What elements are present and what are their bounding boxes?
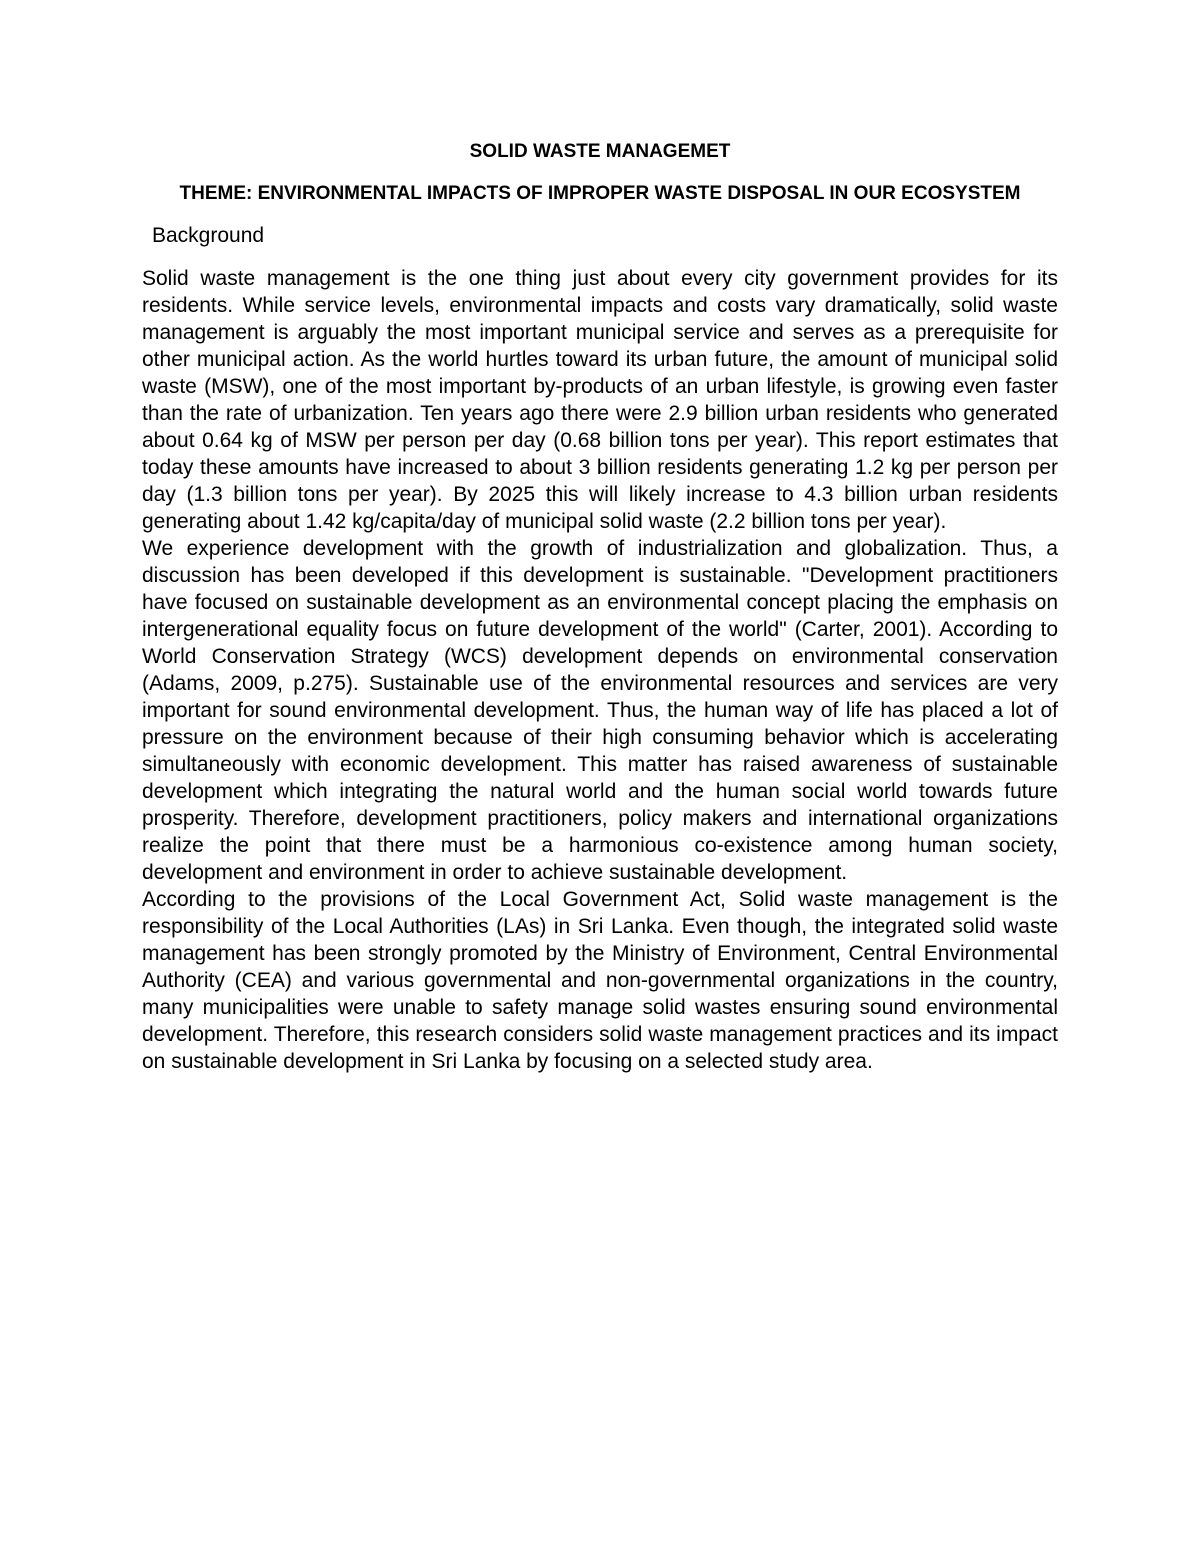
paragraph-sustainable-development: We experience development with the growth of industrialization and globalization. Thus, a discussion has been developed if this development is sustainable. "Development practitioners have focused on sustainable development as an environmental concept placing the emphasis on intergenerational equality focus on future development of the world" (Carter, 2001). According to World Conservation Strategy (WCS) development depends on environmental conservation (Adams, 2009, p.275). Sustainable use of the environmental resources and services are very important for sound environmental development. Thus, the human way of life has placed a lot of pressure on the environment because of their high consuming behavior which is accelerating simultaneously with economic development. This matter has raised awareness of sustainable development which integrating the natural world and the human social world towards future prosperity. Therefore, development practitioners, policy makers and international organizations realize the point that there must be a harmonious co-existence among human society, development and environment in order to achieve sustainable development. [142,537,1058,884]
document-theme: THEME: ENVIRONMENTAL IMPACTS OF IMPROPER WASTE DISPOSAL IN OUR ECOSYSTEM [179,183,1021,204]
section-heading-background: Background [152,224,265,247]
document-title: SOLID WASTE MANAGEMET [469,141,731,162]
paragraph-local-government-act: According to the provisions of the Local Government Act, Solid waste management is the responsibility of the Local Authorities (LAs) in Sri Lanka. Even though, the integrated solid waste management has been strongly promoted by the Ministry of Environment, Central Environmental Authority (CEA) and various governmental and non-governmental organizations in the country, many municipalities were unable to safety manage solid wastes ensuring sound environmental development. Therefore, this research considers solid waste management practices and its impact on sustainable development in Sri Lanka by focusing on a selected study area. [142,888,1058,1073]
document-body [142,138,1058,1075]
paragraph-msw-statistics: Solid waste management is the one thing just about every city government provides for its residents. While service levels, environmental impacts and costs vary dramatically, solid waste management is arguably the most important municipal service and serves as a prerequisite for other municipal action. As the world hurtles toward its urban future, the amount of municipal solid waste (MSW), one of the most important by-products of an urban lifestyle, is growing even faster than the rate of urbanization. Ten years ago there were 2.9 billion urban residents who generated about 0.64 kg of MSW per person per day (0.68 billion tons per year). This report estimates that today these amounts have increased to about 3 billion residents generating 1.2 kg per person per day (1.3 billion tons per year). By 2025 this will likely increase to 4.3 billion urban residents generating about 1.42 kg/capita/day of municipal solid waste (2.2 billion tons per year). [142,267,1058,533]
